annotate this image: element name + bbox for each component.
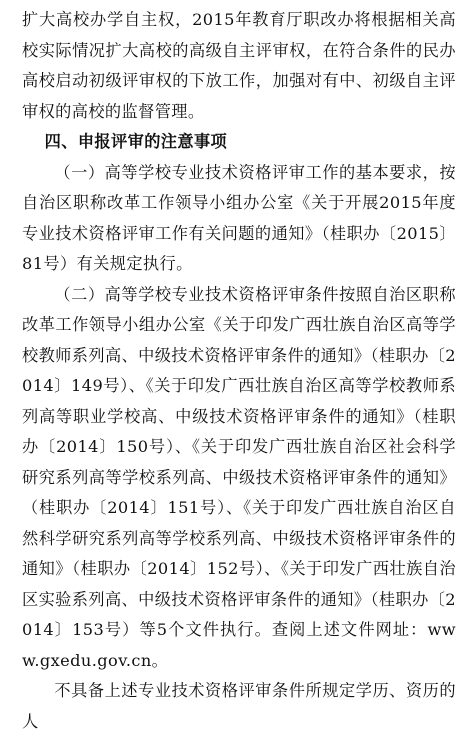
paragraph-item-1: （一）高等学校专业技术资格评审工作的基本要求，按自治区职称改革工作领导小组办公室《关于开展2015年度专业技术资格评审工作有关问题的通知》（桂职办〔2015〕81号）有关规定执行。 (22, 162, 456, 273)
paragraph-item-2: （二）高等学校专业技术资格评审条件按照自治区职称改革工作领导小组办公室《关于印发广西壮族自治区高等学校教师系列高、中级技术资格评审条件的通知》（桂职办〔2014〕149号）、《关于印发广西壮族自治区高等学校教师系列高等职业学校高、中级技术资格评审条件的通知》（桂职办〔2014〕150号）、《关于印发广西壮族自治区社会科学研究系列高等学校系列高、中级技术资格评审条件的通知》（桂职办〔2014〕151号）、《关于印发广西壮族自治区自然科学研究系列高等学校系列高、中级技术资格评审条件的通知》（桂职办〔2014〕152号）、《关于印发广西壮族自治区实验系列高、中级技术资格评审条件的通知》（桂职办〔2014〕153号）等5个文件执行。查阅上述文件网址：www.gxedu.gov.cn。 (22, 284, 456, 670)
paragraph-last: 不具备上述专业技术资格评审条件所规定学历、资历的人 (22, 681, 456, 731)
paragraph-continuation: 扩大高校办学自主权，2015年教育厅职改办将根据相关高校实际情况扩大高校的高级自主评审权，在符合条件的民办高校启动初级评审权的下放工作，加强对有中、初级自主评审权的高校的监督管理。 (22, 10, 456, 121)
section-heading: 四、申报评审的注意事项 (44, 132, 228, 151)
